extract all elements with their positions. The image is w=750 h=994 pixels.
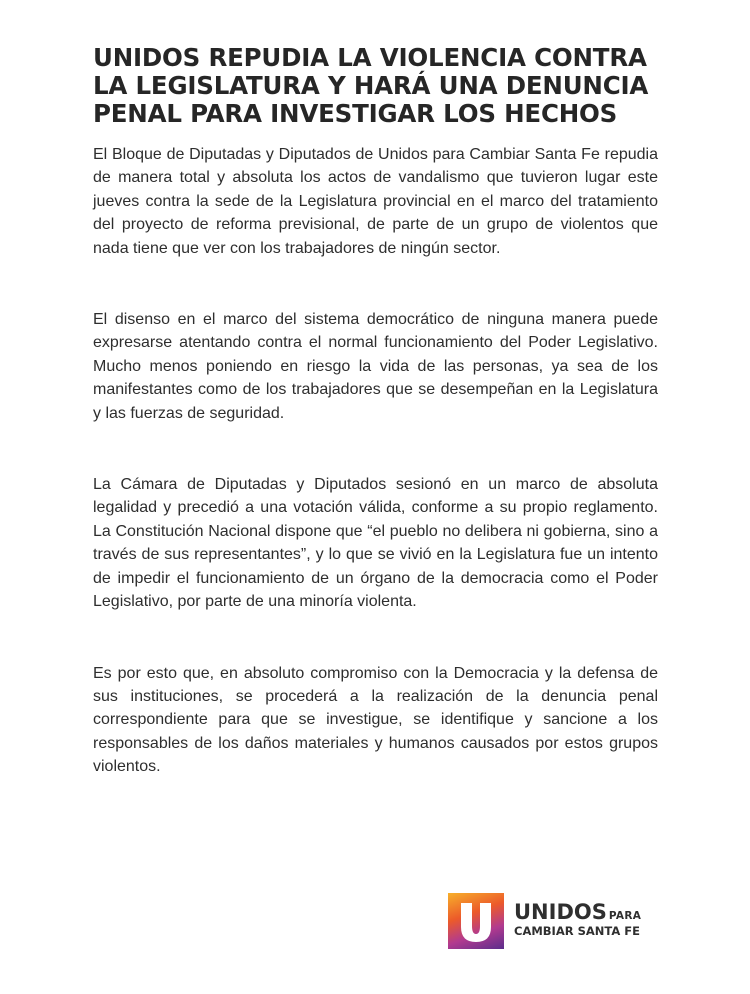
body-paragraph-4: Es por esto que, en absoluto compromiso con la Democracia y la defensa de sus instituciones, se procederá a la realización de la denuncia penal correspondiente para que se investigue, se identifique y sancione a los responsables de los daños materiales y humanos causados por estos grupos violentos.	[93, 664, 658, 776]
unidos-logo	[448, 893, 668, 949]
logo-mark-icon	[448, 893, 504, 949]
body-paragraph-2: El disenso en el marco del sistema democrático de ninguna manera puede expresarse atentando contra el normal funcionamiento del Poder Legislativo. Mucho menos poniendo en riesgo la vida de las personas, ya sea de los manifestantes como de los trabajadores que se desempeñan en la Legislatura y las fuerzas de seguridad.	[93, 311, 658, 422]
logo-word-unidos: UNIDOS	[514, 900, 607, 924]
headline: UNIDOS REPUDIA LA VIOLENCIA CONTRA LA LEGISLATURA Y HARÁ UNA DENUNCIA PENAL PARA INVESTIGAR LOS HECHOS	[93, 43, 649, 128]
logo-subline: CAMBIAR SANTA FE	[514, 924, 640, 938]
logo-u-glyph	[448, 893, 504, 949]
logo-word-para: PARA	[608, 910, 642, 922]
body-paragraph-3: La Cámara de Diputadas y Diputados sesionó en un marco de absoluta legalidad y precedió a una votación válida, conforme a su propio reglamento. La Constitución Nacional dispone que “el pueblo no delibera ni gobierna, sino a través de sus representantes”, y lo que se vivió en la Legislatura fue un intento de impedir el funcionamiento de un órgano de la democracia como el Poder Legislativo, por parte de una minoría violenta.	[93, 476, 658, 611]
body-paragraph-1: El Bloque de Diputadas y Diputados de Unidos para Cambiar Santa Fe repudia de manera total y absoluta los actos de vandalismo que tuvieron lugar este jueves contra la sede de la Legislatura provincial en el marco del tratamiento del proyecto de reforma previsional, de parte de un grupo de violentos que nada tiene que ver con los trabajadores de ningún sector.	[93, 146, 658, 257]
press-release	[93, 44, 658, 779]
